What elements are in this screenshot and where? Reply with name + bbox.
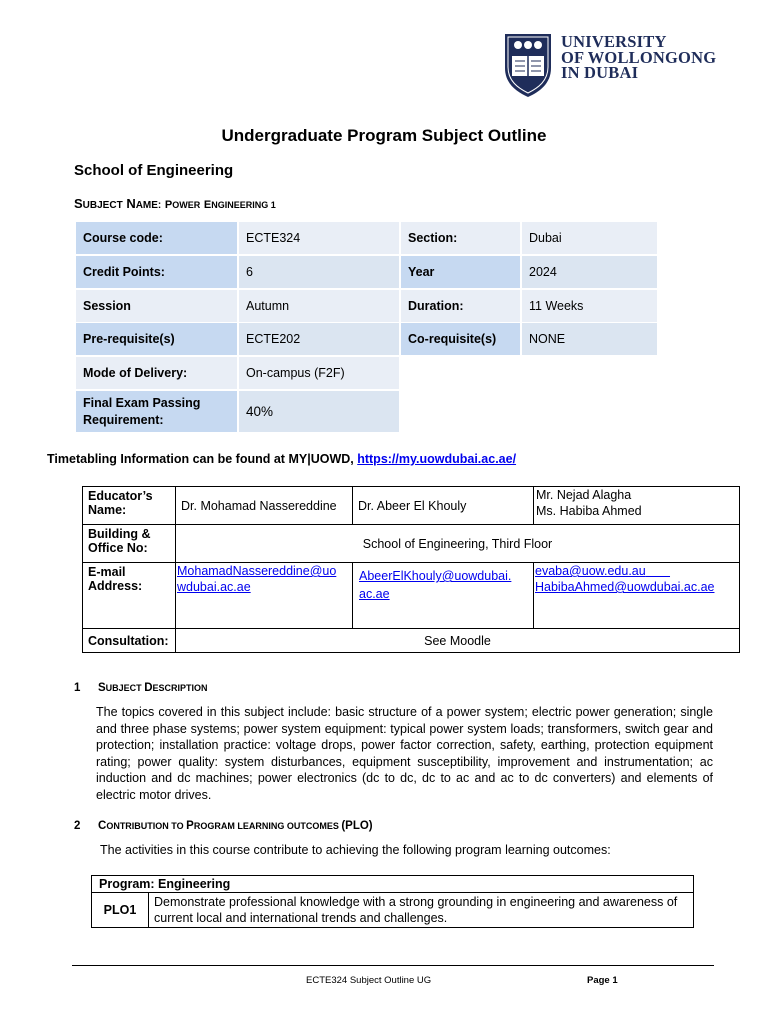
plo-program-header: Program: Engineering xyxy=(92,876,694,893)
email-2-line-1: AbeerElKhouly@uowdubai. xyxy=(359,569,512,583)
section-2-h3: (PLO) xyxy=(341,820,373,832)
email-1-line-1: MohamadNassereddine@uo xyxy=(177,564,337,578)
educator-1-name: Dr. Mohamad Nassereddine xyxy=(176,487,353,525)
section-value: Dubai xyxy=(522,222,657,254)
educator-label-line-2: Name: xyxy=(88,503,127,517)
section-2-h2-rest: ROGRAM LEARNING OUTCOMES xyxy=(193,821,342,831)
educator-3a-email-link[interactable]: evaba@uow.edu.au xyxy=(535,564,646,578)
section-1-h1: S xyxy=(98,682,106,694)
year-label: Year xyxy=(401,256,520,288)
prerequisite-value: ECTE202 xyxy=(239,323,399,355)
footer-document-name: ECTE324 Subject Outline UG xyxy=(306,975,432,986)
duration-label: Duration: xyxy=(401,290,520,322)
email-2-line-2: ac.ae xyxy=(359,587,390,601)
office-value: School of Engineering, Third Floor xyxy=(176,525,740,563)
session-value: Autumn xyxy=(239,290,399,322)
mode-of-delivery-value: On-campus (F2F) xyxy=(239,357,399,389)
section-2-h1-rest: ONTRIBUTION TO xyxy=(106,821,187,831)
educator-3a-name: Mr. Nejad Alagha xyxy=(536,488,632,502)
educator-1-email-link[interactable] xyxy=(177,564,336,594)
session-label: Session xyxy=(76,290,237,322)
corequisite-value: NONE xyxy=(522,323,657,355)
email-label-line-2: Address: xyxy=(88,579,143,593)
final-exam-passing-label xyxy=(76,391,237,432)
educator-2-name: Dr. Abeer El Khouly xyxy=(353,487,534,525)
course-code-value: ECTE324 xyxy=(239,222,399,254)
educator-1-email-cell xyxy=(176,563,353,629)
section-1-h2-rest: ESCRIPTION xyxy=(152,683,208,693)
name-label-n: N xyxy=(126,196,136,211)
plo-text: Demonstrate professional knowledge with a strong grounding in engineering and awareness of current local and international trends and challenges. xyxy=(149,893,694,928)
email-label-line-1: E-mail xyxy=(88,565,126,579)
section-2-number: 2 xyxy=(74,820,81,832)
educator-3-names xyxy=(534,487,740,525)
pass-label-line-2: Requirement: xyxy=(83,412,164,427)
office-label-line-1: Building & xyxy=(88,527,151,541)
university-logo xyxy=(503,32,723,100)
educator-name-label xyxy=(83,487,176,525)
consultation-value: See Moodle xyxy=(176,629,740,653)
educator-3-email-cell xyxy=(534,563,740,629)
logo-line-3: IN DUBAI xyxy=(561,63,639,82)
section-2-h1: C xyxy=(98,820,107,832)
university-name xyxy=(561,34,716,81)
subject-value-rest: OWER xyxy=(172,200,201,210)
pass-label-line-1: Final Exam Passing xyxy=(83,395,201,410)
subject-value-rest2: NGINEERING 1 xyxy=(211,200,276,210)
course-code-label: Course code: xyxy=(76,222,237,254)
timetabling-info xyxy=(47,452,516,466)
subject-value-e: E xyxy=(203,199,212,211)
name-label-rest: AME: xyxy=(135,200,162,211)
section-1-heading xyxy=(74,682,208,694)
plo-intro-text: The activities in this course contribute to achieving the following program learning outcomes: xyxy=(100,843,611,857)
educator-table xyxy=(82,486,740,653)
credit-points-label: Credit Points: xyxy=(76,256,237,288)
subject-value-p: P xyxy=(164,199,173,211)
section-2-heading xyxy=(74,820,373,832)
section-2-h2: P xyxy=(186,820,194,832)
section-1-h1-rest: UBJECT xyxy=(105,683,145,693)
educator-3b-email-link[interactable]: HabibaAhmed@uowdubai.ac.ae xyxy=(535,580,715,594)
timetabling-text: Timetabling Information can be found at MY|UOWD, xyxy=(47,452,358,466)
subject-name-heading xyxy=(74,196,276,211)
educator-label-line-1: Educator’s xyxy=(88,489,153,503)
duration-value: 11 Weeks xyxy=(522,290,657,322)
plo-id: PLO1 xyxy=(92,893,149,928)
section-1-number: 1 xyxy=(74,682,81,694)
footer-divider xyxy=(72,965,714,966)
email-1-line-2: wdubai.ac.ae xyxy=(177,580,251,594)
document-title: Undergraduate Program Subject Outline xyxy=(221,126,547,145)
section-1-h2: D xyxy=(144,682,153,694)
plo-table xyxy=(91,875,694,928)
university-crest-icon xyxy=(503,32,553,98)
credit-points-value: 6 xyxy=(239,256,399,288)
consultation-label: Consultation: xyxy=(83,629,176,653)
subject-label-s: S xyxy=(74,196,83,211)
educator-2-email-cell xyxy=(353,563,534,629)
prerequisite-label: Pre-requisite(s) xyxy=(76,323,237,355)
office-label-line-2: Office No: xyxy=(88,541,148,555)
educator-3b-name: Ms. Habiba Ahmed xyxy=(536,504,642,518)
myuowd-link[interactable]: https://my.uowdubai.ac.ae/ xyxy=(357,452,517,466)
corequisite-label: Co-requisite(s) xyxy=(401,323,520,355)
logo-line-2: OF WOLLONGONG xyxy=(561,47,717,67)
final-exam-passing-value: 40% xyxy=(239,391,399,432)
year-value: 2024 xyxy=(522,256,657,288)
logo-line-1: UNIVERSITY xyxy=(561,32,667,51)
email-label xyxy=(83,563,176,629)
mode-of-delivery-label: Mode of Delivery: xyxy=(76,357,237,389)
school-name: School of Engineering xyxy=(74,162,234,179)
subject-label-rest: UBJECT xyxy=(82,200,123,211)
educator-2-email-link[interactable] xyxy=(359,569,511,601)
subject-description-text: The topics covered in this subject include: basic structure of a power system; electric power generation; single and three phase systems; power system equipment: typical power system loads; transformers, switch gear and protection; installation practice: voltage drops, power factor correction, safety, earthing, protection equipment rating; power quality: system disturbances, equipment susceptibility, improvement and instrumentation; ac induction and dc machines; power electronics (dc to dc, dc to ac and ac to dc converters) and elements of electric motor drives. xyxy=(96,705,713,802)
office-label xyxy=(83,525,176,563)
footer-page-number: Page 1 xyxy=(587,975,618,986)
section-label: Section: xyxy=(401,222,520,254)
